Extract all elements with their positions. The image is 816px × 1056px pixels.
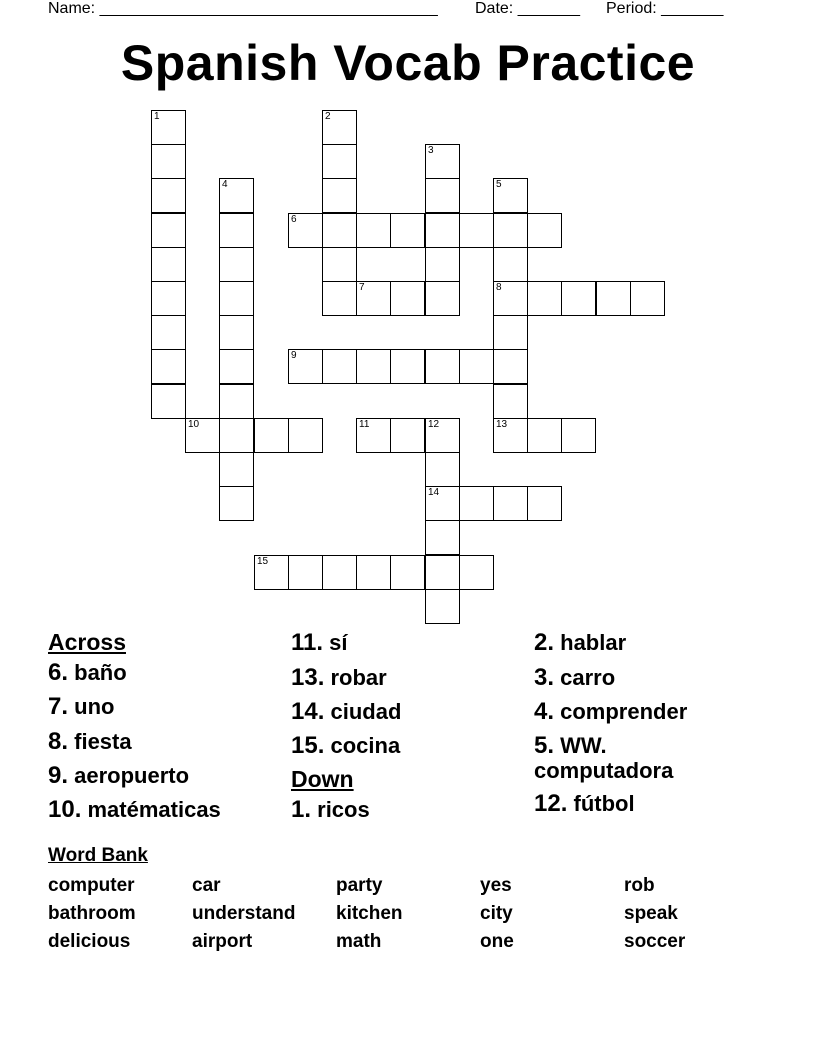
grid-cell[interactable] <box>493 178 528 213</box>
down-heading: Down <box>291 766 354 792</box>
grid-cell[interactable] <box>527 281 562 316</box>
grid-cell[interactable] <box>219 178 254 213</box>
page-title: Spanish Vocab Practice <box>120 35 696 91</box>
grid-cell[interactable] <box>561 418 596 453</box>
grid-cell[interactable] <box>493 247 528 282</box>
grid-cell[interactable] <box>459 349 494 384</box>
clue-number: 12 <box>428 419 440 430</box>
grid-cell[interactable] <box>185 418 220 453</box>
word-bank-item: understand <box>192 903 296 924</box>
grid-cell[interactable] <box>390 281 425 316</box>
word-bank-item: city <box>480 903 513 924</box>
clue-number: 15 <box>257 556 269 567</box>
clue-down-2: 2. hablar <box>534 629 627 656</box>
grid-cell[interactable] <box>288 418 323 453</box>
name-field[interactable]: Name: ______________________________________ <box>48 0 438 17</box>
grid-cell[interactable] <box>425 486 460 521</box>
grid-cell[interactable] <box>459 213 494 248</box>
clue-down-5-continued: computadora <box>534 758 674 783</box>
grid-cell[interactable] <box>322 213 357 248</box>
word-bank-title: Word Bank <box>48 845 148 866</box>
grid-cell[interactable] <box>151 315 186 350</box>
word-bank-item: party <box>336 875 383 896</box>
grid-cell[interactable] <box>151 247 186 282</box>
clue-across-14: 14. ciudad <box>291 698 402 725</box>
grid-cell[interactable] <box>425 213 460 248</box>
clue-number: 8 <box>496 282 502 293</box>
word-bank-item: computer <box>48 875 135 896</box>
word-bank-item: speak <box>624 903 678 924</box>
grid-cell[interactable] <box>527 486 562 521</box>
across-heading: Across <box>48 629 126 655</box>
grid-cell[interactable] <box>527 418 562 453</box>
grid-cell[interactable] <box>493 486 528 521</box>
grid-cell[interactable] <box>219 486 254 521</box>
grid-cell[interactable] <box>322 247 357 282</box>
grid-cell[interactable] <box>288 213 323 248</box>
grid-cell[interactable] <box>288 349 323 384</box>
grid-cell[interactable] <box>493 418 528 453</box>
grid-cell[interactable] <box>322 144 357 179</box>
grid-cell[interactable] <box>596 281 631 316</box>
clue-number: 1 <box>154 111 160 122</box>
clue-number: 14 <box>428 487 440 498</box>
grid-cell[interactable] <box>425 349 460 384</box>
grid-cell[interactable] <box>254 555 289 590</box>
grid-cell[interactable] <box>151 213 186 248</box>
clue-number: 4 <box>222 179 228 190</box>
grid-cell[interactable] <box>151 349 186 384</box>
word-bank-item: car <box>192 875 221 896</box>
grid-cell[interactable] <box>219 418 254 453</box>
grid-cell[interactable] <box>356 349 391 384</box>
grid-cell[interactable] <box>425 281 460 316</box>
grid-cell[interactable] <box>151 281 186 316</box>
date-field[interactable]: Date: _______ <box>475 0 580 17</box>
grid-cell[interactable] <box>219 384 254 419</box>
clue-across-15: 15. cocina <box>291 732 401 759</box>
clue-across-11: 11. sí <box>291 629 348 656</box>
grid-cell[interactable] <box>390 555 425 590</box>
clue-across-13: 13. robar <box>291 664 387 691</box>
word-bank-item: rob <box>624 875 655 896</box>
clue-number: 6 <box>291 214 297 225</box>
word-bank-item: kitchen <box>336 903 403 924</box>
grid-cell[interactable] <box>151 144 186 179</box>
grid-cell[interactable] <box>219 281 254 316</box>
period-field[interactable]: Period: _______ <box>606 0 724 17</box>
grid-cell[interactable] <box>493 384 528 419</box>
word-bank-item: yes <box>480 875 512 896</box>
clue-number: 3 <box>428 145 434 156</box>
grid-cell[interactable] <box>425 144 460 179</box>
grid-cell[interactable] <box>459 555 494 590</box>
grid-cell[interactable] <box>322 110 357 145</box>
grid-cell[interactable] <box>322 555 357 590</box>
grid-cell[interactable] <box>390 418 425 453</box>
grid-cell[interactable] <box>219 349 254 384</box>
grid-cell[interactable] <box>425 452 460 487</box>
clue-number: 2 <box>325 111 331 122</box>
grid-cell[interactable] <box>356 281 391 316</box>
grid-cell[interactable] <box>219 452 254 487</box>
grid-cell[interactable] <box>322 349 357 384</box>
grid-cell[interactable] <box>527 213 562 248</box>
clue-across-9: 9. aeropuerto <box>48 762 190 789</box>
word-bank-item: delicious <box>48 931 131 952</box>
clue-number: 10 <box>188 419 200 430</box>
clue-number: 13 <box>496 419 508 430</box>
grid-cell[interactable] <box>425 520 460 555</box>
clue-number: 7 <box>359 282 365 293</box>
clue-down-1: 1. ricos <box>291 796 370 823</box>
grid-cell[interactable] <box>493 315 528 350</box>
grid-cell[interactable] <box>219 213 254 248</box>
clue-number: 5 <box>496 179 502 190</box>
clue-across-8: 8. fiesta <box>48 728 132 755</box>
grid-cell[interactable] <box>493 349 528 384</box>
grid-cell[interactable] <box>151 178 186 213</box>
grid-cell[interactable] <box>390 213 425 248</box>
grid-cell[interactable] <box>356 555 391 590</box>
word-bank-item: bathroom <box>48 903 136 924</box>
grid-cell[interactable] <box>493 281 528 316</box>
grid-cell[interactable] <box>425 247 460 282</box>
clue-number: 9 <box>291 350 297 361</box>
grid-cell[interactable] <box>630 281 665 316</box>
grid-cell[interactable] <box>322 178 357 213</box>
grid-cell[interactable] <box>151 384 186 419</box>
clue-across-7: 7. uno <box>48 693 115 720</box>
clue-across-6: 6. baño <box>48 659 127 686</box>
word-bank-item: math <box>336 931 382 952</box>
grid-cell[interactable] <box>425 555 460 590</box>
header <box>48 0 732 20</box>
clue-down-5: 5. WW. <box>534 732 607 759</box>
word-bank-item: airport <box>192 931 253 952</box>
clue-down-4: 4. comprender <box>534 698 688 725</box>
grid-cell[interactable] <box>356 418 391 453</box>
grid-cell[interactable] <box>390 349 425 384</box>
grid-cell[interactable] <box>425 589 460 624</box>
grid-cell[interactable] <box>322 281 357 316</box>
grid-cell[interactable] <box>288 555 323 590</box>
grid-cell[interactable] <box>459 486 494 521</box>
word-bank-item: one <box>480 931 514 952</box>
grid-cell[interactable] <box>219 247 254 282</box>
grid-cell[interactable] <box>356 213 391 248</box>
word-bank-item: soccer <box>624 931 686 952</box>
grid-cell[interactable] <box>151 110 186 145</box>
grid-cell[interactable] <box>425 418 460 453</box>
grid-cell[interactable] <box>425 178 460 213</box>
clue-across-10: 10. matématicas <box>48 796 221 823</box>
grid-cell[interactable] <box>219 315 254 350</box>
clue-down-3: 3. carro <box>534 664 616 691</box>
grid-cell[interactable] <box>561 281 596 316</box>
clue-down-12: 12. fútbol <box>534 790 635 817</box>
grid-cell[interactable] <box>493 213 528 248</box>
grid-cell[interactable] <box>254 418 289 453</box>
clue-number: 11 <box>359 419 370 430</box>
